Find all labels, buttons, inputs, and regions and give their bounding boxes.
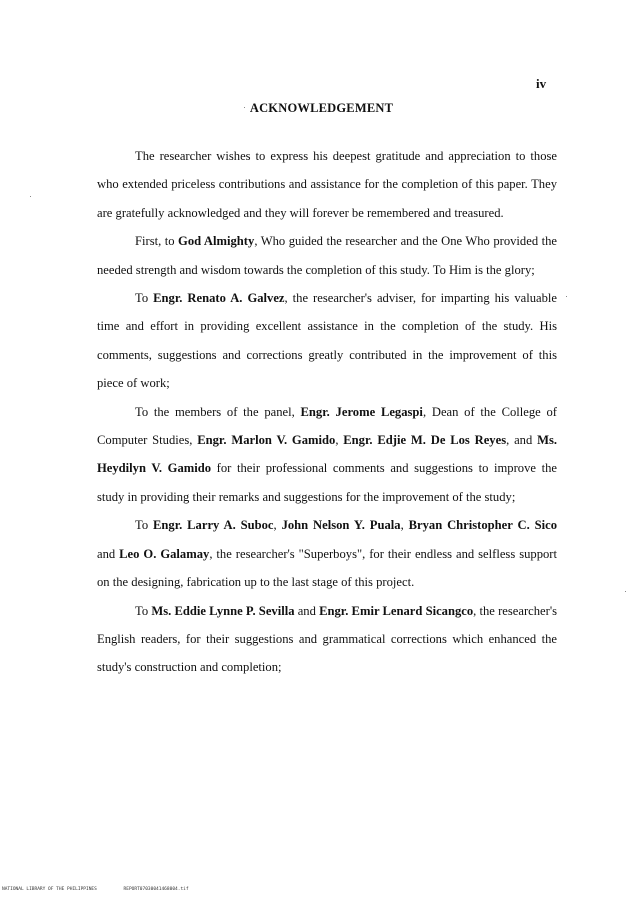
paragraph [97, 597, 557, 682]
text-run: , Who guided the researcher and the One Who provided the needed strength and wisdom towards the completion of this study. To Him is the glory; [97, 234, 557, 277]
text-run: , [273, 518, 282, 533]
bold-name-run: Engr. Edjie M. De Los Reyes [343, 433, 507, 448]
text-run: To [135, 603, 152, 618]
text-run: To [135, 518, 153, 533]
paragraph [97, 398, 557, 512]
bold-name-run: Ms. Heydilyn V. Gamido [97, 433, 558, 476]
bold-name-run: John Nelson Y. Puala [281, 518, 401, 533]
text-run: , the researcher's "Superboys", for their endless and selfless support on the designing, fabrication up to the last stage of this project. [97, 546, 557, 590]
text-run: for their professional comments and suggestions to improve the study in providing their remarks and suggestions for the improvement of the study; [97, 461, 557, 504]
paragraph [97, 511, 557, 596]
scan-speck [566, 296, 567, 297]
text-run: To [135, 291, 154, 306]
bold-name-run: Engr. Emir Lenard Sicangco [319, 603, 474, 618]
scan-speck [244, 107, 245, 108]
footer-library-stamp: NATIONAL LIBRARY OF THE PHILIPPINES [2, 887, 97, 892]
text-run: , the researcher's adviser, for imparting his valuable time and effort in providing excellent assistance in the completion of the study. His comments, suggestions and corrections greatly contributed in the improvement of this piece of work; [97, 291, 557, 391]
bold-name-run: Bryan Christopher C. Sico [408, 518, 558, 533]
text-run: and [294, 603, 320, 618]
bold-name-run: Leo O. Galamay [119, 546, 210, 561]
bold-name-run: God Almighty [178, 234, 255, 249]
text-run: The researcher wishes to express his deepest gratitude and appreciation to those who extended priceless contributions and assistance for the completion of this paper. They are gratefully acknowledged and they will forever be remembered and treasured. [97, 149, 557, 220]
bold-name-run: Engr. Larry A. Suboc [153, 518, 274, 533]
text-run: , the researcher's English readers, for their suggestions and grammatical corrections which enhanced the study's construction and completion; [97, 603, 557, 675]
bold-name-run: Engr. Renato A. Galvez [153, 291, 285, 306]
paragraph [97, 284, 557, 398]
paragraph [97, 142, 557, 227]
page-number: iv [536, 76, 547, 91]
scan-footer [2, 887, 189, 892]
text-run: To the members of the panel, [135, 404, 301, 419]
bold-name-run: Engr. Marlon V. Gamido [197, 433, 336, 448]
text-run: , Dean of the College of Computer Studies, [97, 404, 557, 448]
bold-name-run: Engr. Jerome Legaspi [300, 404, 423, 419]
text-run: First, to [135, 234, 179, 249]
text-run: , [400, 518, 409, 533]
scan-speck [625, 591, 626, 592]
paragraph [97, 227, 557, 284]
scan-speck [30, 196, 31, 197]
text-run: , and [506, 433, 538, 448]
acknowledgement-body [97, 142, 557, 682]
text-run: , [335, 433, 344, 448]
bold-name-run: Ms. Eddie Lynne P. Sevilla [151, 603, 295, 618]
document-title: ACKNOWLEDGEMENT [249, 101, 394, 115]
footer-file-id: REPORT07030041468004.tif [123, 887, 189, 892]
text-run: and [97, 546, 120, 561]
